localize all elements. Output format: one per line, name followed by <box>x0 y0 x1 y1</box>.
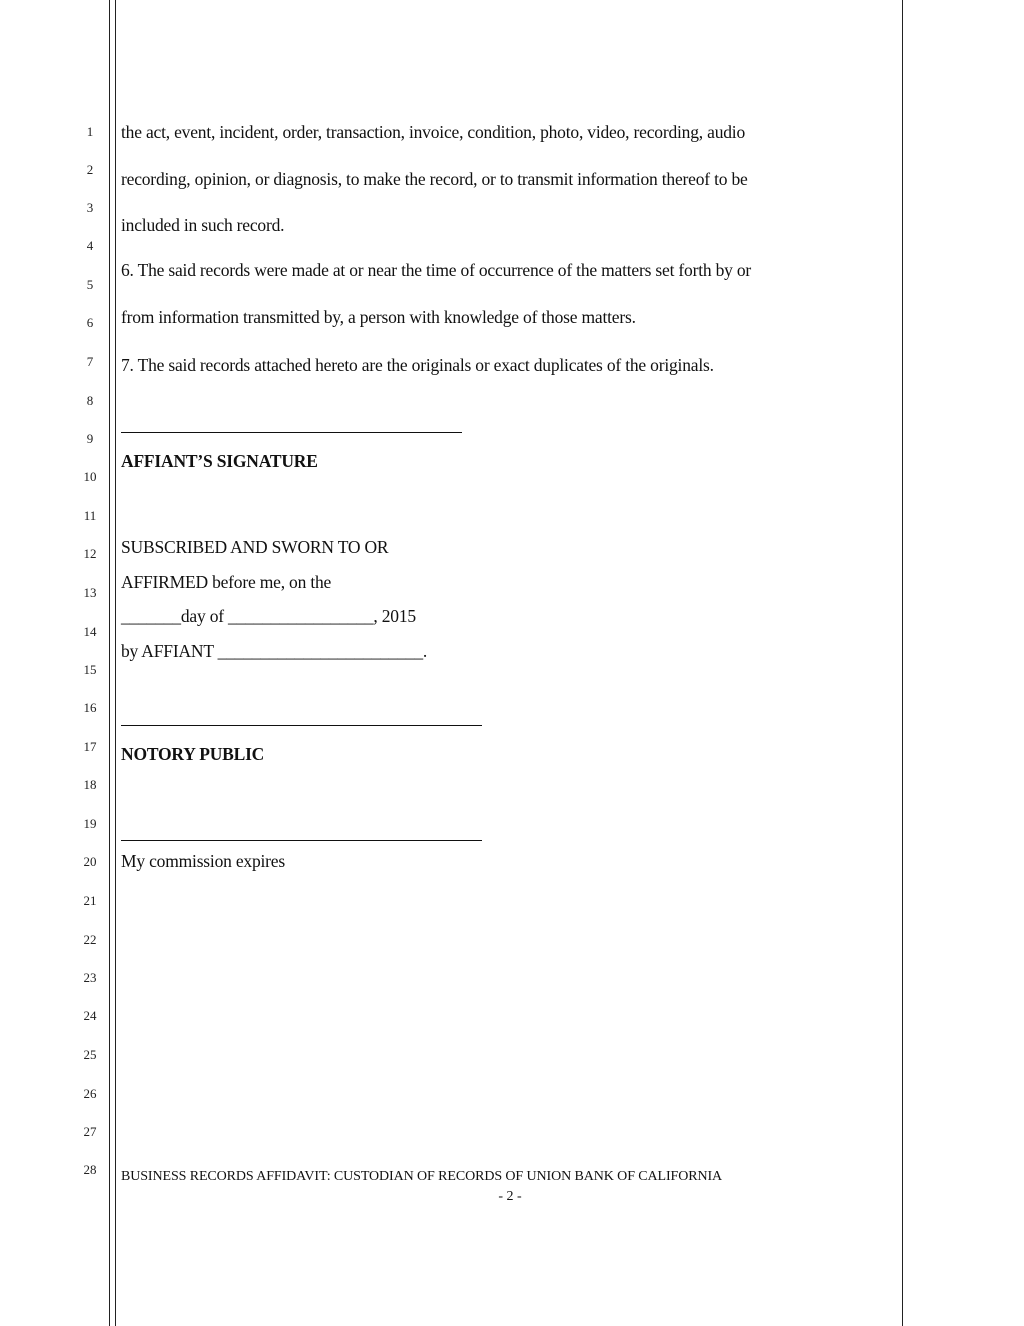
paragraph-6-line: from information transmitted by, a person with knowledge of those matters. <box>121 307 636 327</box>
body-line: recording, opinion, or diagnosis, to make the record, or to transmit information thereof to be <box>121 169 748 189</box>
line-number: 16 <box>83 700 97 715</box>
line-number: 26 <box>83 1086 97 1101</box>
line-number: 18 <box>83 777 97 792</box>
notary-public-label: NOTORY PUBLIC <box>121 744 265 764</box>
affiant-signature-line <box>121 432 462 433</box>
right-margin-rule <box>902 0 903 1326</box>
line-number: 9 <box>86 431 94 446</box>
line-number: 23 <box>83 970 97 985</box>
line-number: 11 <box>83 508 97 523</box>
left-margin-rule-outer <box>109 0 110 1326</box>
line-number: 22 <box>83 932 97 947</box>
line-number: 10 <box>83 469 97 484</box>
line-number: 4 <box>86 238 94 253</box>
line-number: 5 <box>86 277 94 292</box>
line-number: 27 <box>83 1124 97 1139</box>
line-number: 19 <box>83 816 97 831</box>
commission-line <box>121 840 482 841</box>
subscribed-line: SUBSCRIBED AND SWORN TO OR <box>121 537 389 557</box>
line-number: 17 <box>83 739 97 754</box>
left-margin-rule-inner <box>115 0 116 1326</box>
line-number: 13 <box>83 585 97 600</box>
by-affiant-line: by AFFIANT ________________________. <box>121 641 428 661</box>
paragraph-6-line: 6. The said records were made at or near the time of occurrence of the matters set forth by or <box>121 260 752 280</box>
line-number: 8 <box>86 393 94 408</box>
line-number: 7 <box>86 354 94 369</box>
line-number: 15 <box>83 662 97 677</box>
body-line: included in such record. <box>121 215 285 235</box>
footer-title: BUSINESS RECORDS AFFIDAVIT: CUSTODIAN OF RECORDS OF UNION BANK OF CALIFORNIA <box>121 1169 723 1184</box>
paragraph-7: 7. The said records attached hereto are the originals or exact duplicates of the originals. <box>121 355 714 375</box>
line-number: 28 <box>83 1162 97 1177</box>
body-line: the act, event, incident, order, transaction, invoice, condition, photo, video, recording, audio <box>121 122 746 142</box>
line-number: 20 <box>83 854 97 869</box>
commission-expires-label: My commission expires <box>121 851 285 871</box>
line-number: 1 <box>86 124 94 139</box>
line-number: 25 <box>83 1047 97 1062</box>
line-number: 2 <box>86 162 94 177</box>
day-of-line: _______day of _________________, 2015 <box>121 606 416 626</box>
line-number: 21 <box>83 893 97 908</box>
line-number: 24 <box>83 1008 97 1023</box>
affiant-signature-label: AFFIANT’S SIGNATURE <box>121 451 318 471</box>
notary-signature-line <box>121 725 482 726</box>
line-number: 6 <box>86 315 94 330</box>
line-number: 14 <box>83 624 97 639</box>
line-number: 3 <box>86 200 94 215</box>
affirmed-line: AFFIRMED before me, on the <box>121 572 332 592</box>
line-number: 12 <box>83 546 97 561</box>
page-number: - 2 - <box>498 1189 522 1204</box>
